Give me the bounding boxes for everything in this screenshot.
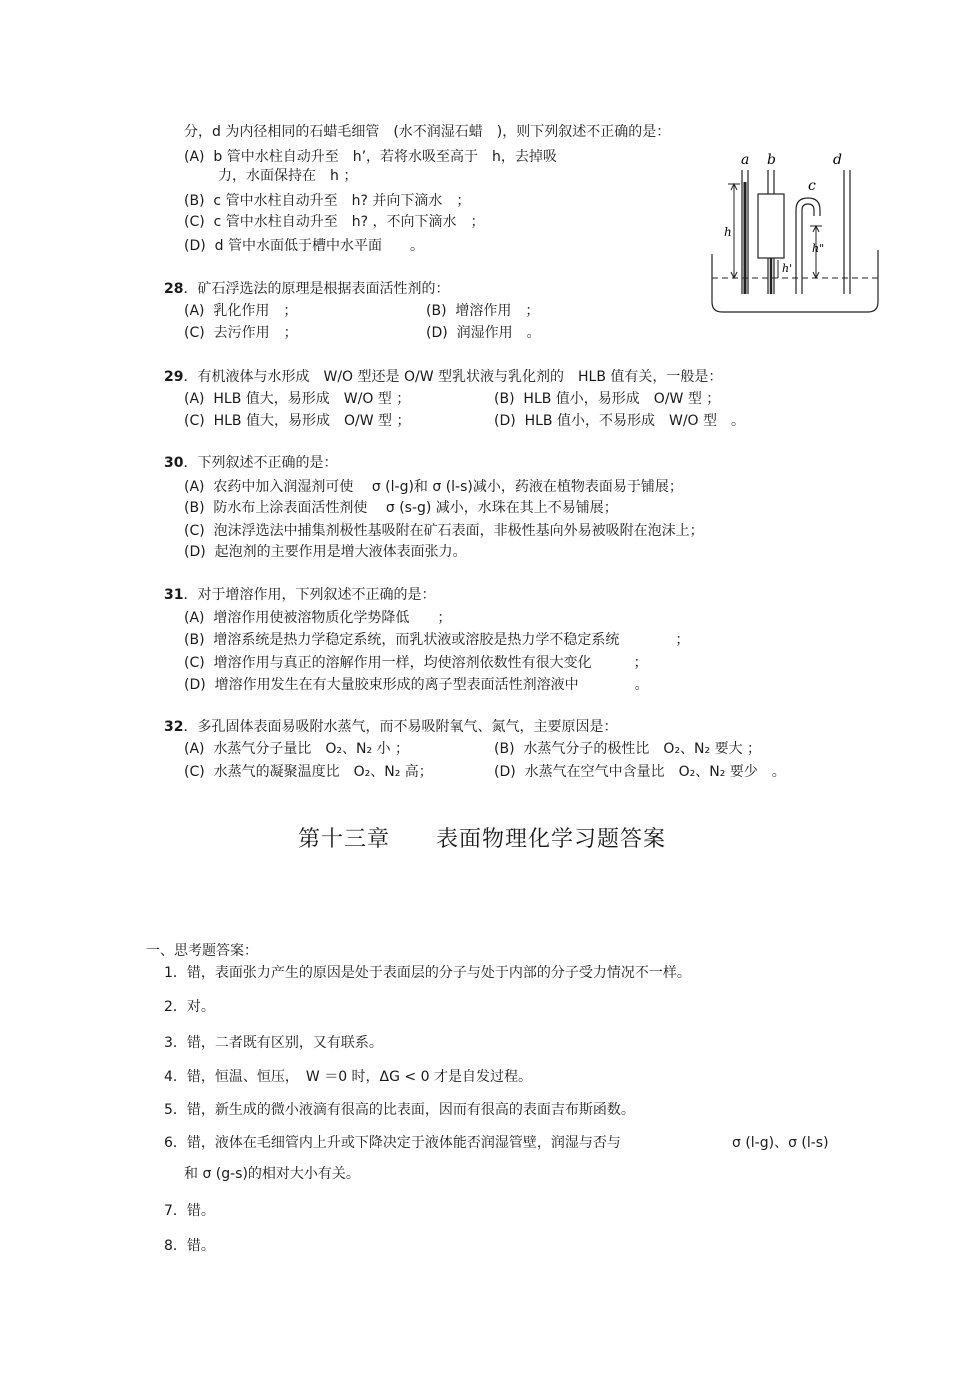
q27-option-b: (B) c 管中水柱自动升至 h? 并向下滴水 ； [184,193,471,209]
height-h-label: h [724,225,732,239]
q28-number: 28 [164,281,184,297]
q29-option-b: (B) HLB 值小，易形成 O/W 型 ； [494,391,721,407]
q27-option-a: (A) b 管中水柱自动升至 h’，若将水吸至高于 h，去掉吸 [184,149,557,165]
q29-number: 29 [164,369,184,385]
q28-option-c: (C) 去污作用 ； [184,325,298,341]
chapter-title: 第十三章 表面物理化学习题答案 [298,827,667,852]
q28-stem: ．矿石浮选法的原理是根据表面活性剂的： [183,281,450,297]
q29-stem: ．有机液体与水形成 W/O 型还是 O/W 型乳状液与乳化剂的 HLB 值有关，一般是： [183,369,723,385]
q31-option-a: (A) 增溶作用使被溶物质化学势降低 ； [184,610,452,626]
tube-b-label: b [767,152,776,168]
q31-stem: ．对于增溶作用，下列叙述不正确的是： [183,587,436,603]
answer-3: 3．错，二者既有区别，又有联系。 [164,1035,383,1051]
answer-1: 1．错，表面张力产生的原因是处于表面层的分子与处于内部的分子受力情况不一样。 [164,965,691,981]
q27-option-d: (D) d 管中水面低于槽中水平面 。 [184,238,424,254]
q28-option-d: (D) 润湿作用 。 [426,325,541,341]
q31-option-d: (D) 增溶作用发生在有大量胶束形成的离子型表面活性剂溶液中 。 [184,677,649,693]
answer-6: 6．错，液体在毛细管内上升或下降决定于液体能否润湿管壁，润湿与否与 [164,1135,621,1151]
question-28 [164,280,449,298]
answer-4: 4．错，恒温、恒压， W ＝0 时，ΔG < 0 才是自发过程。 [164,1069,532,1085]
q30-option-b: (B) 防水布上涂表面活性剂使 σ (s-g) 减小，水珠在其上不易铺展； [184,500,618,516]
q32-number: 32 [164,719,184,735]
question-31 [164,586,435,604]
q30-stem: ．下列叙述不正确的是： [183,455,338,471]
answer-8: 8．错。 [164,1238,215,1254]
q29-option-a: (A) HLB 值大，易形成 W/O 型 ； [184,391,411,407]
q32-stem: ．多孔固体表面易吸附水蒸气，而不易吸附氧气、氮气，主要原因是： [183,719,618,735]
tube-c-label: c [808,178,816,194]
q32-option-d: (D) 水蒸气在空气中含量比 O₂、N₂ 要少 。 [494,764,786,780]
q31-number: 31 [164,587,184,603]
q30-number: 30 [164,455,184,471]
tube-a-label: a [741,152,750,168]
tube-d-label: d [833,152,842,168]
q28-option-b: (B) 增溶作用 ； [426,303,540,319]
answer-6-cont: 和 σ (g-s)的相对大小有关。 [184,1166,360,1182]
q27-option-c: (C) c 管中水柱自动升至 h? ，不向下滴水 ； [184,214,485,230]
q30-option-d: (D) 起泡剂的主要作用是增大液体表面张力。 [184,544,467,560]
answer-2: 2．对。 [164,999,215,1015]
question-27-intro: 分，d 为内径相同的石蜡毛细管 (水不润湿石蜡 )，则下列叙述不正确的是： [184,124,671,140]
question-30 [164,454,337,472]
q29-option-d: (D) HLB 值小，不易形成 W/O 型 。 [494,413,746,429]
capillary-tubes-figure [708,150,882,318]
answers-heading: 一、思考题答案： [146,943,258,959]
q29-option-c: (C) HLB 值大，易形成 O/W 型 ； [184,413,411,429]
question-29 [164,368,722,386]
q30-option-a: (A) 农药中加入润湿剂可使 σ (l-g)和 σ (l-s)减小，药液在植物表面易于铺展； [184,479,683,495]
answer-6-symbols: σ (l-g)、σ (l-s) [732,1135,829,1151]
q28-option-a: (A) 乳化作用 ； [184,303,298,319]
height-h2-label: h" [812,242,825,255]
q30-option-c: (C) 泡沫浮选法中捕集剂极性基吸附在矿石表面，非极性基向外易被吸附在泡沫上； [184,523,704,539]
answer-7: 7．错。 [164,1203,215,1219]
q32-option-a: (A) 水蒸气分子量比 O₂、N₂ 小 ； [184,741,410,757]
q27-option-a-cont: 力，水面保持在 h ； [218,168,358,184]
q31-option-c: (C) 增溶作用与真正的溶解作用一样，均使溶剂依数性有很大变化 ； [184,655,648,671]
q32-option-c: (C) 水蒸气的凝聚温度比 O₂、N₂ 高； [184,764,433,780]
q32-option-b: (B) 水蒸气分子的极性比 O₂、N₂ 要大 ； [494,741,762,757]
question-32 [164,718,617,736]
height-h1-label: h' [782,262,793,275]
q31-option-b: (B) 增溶系统是热力学稳定系统，而乳状液或溶胶是热力学不稳定系统 ； [184,632,690,648]
answer-5: 5．错，新生成的微小液滴有很高的比表面，因而有很高的表面吉布斯函数。 [164,1102,635,1118]
